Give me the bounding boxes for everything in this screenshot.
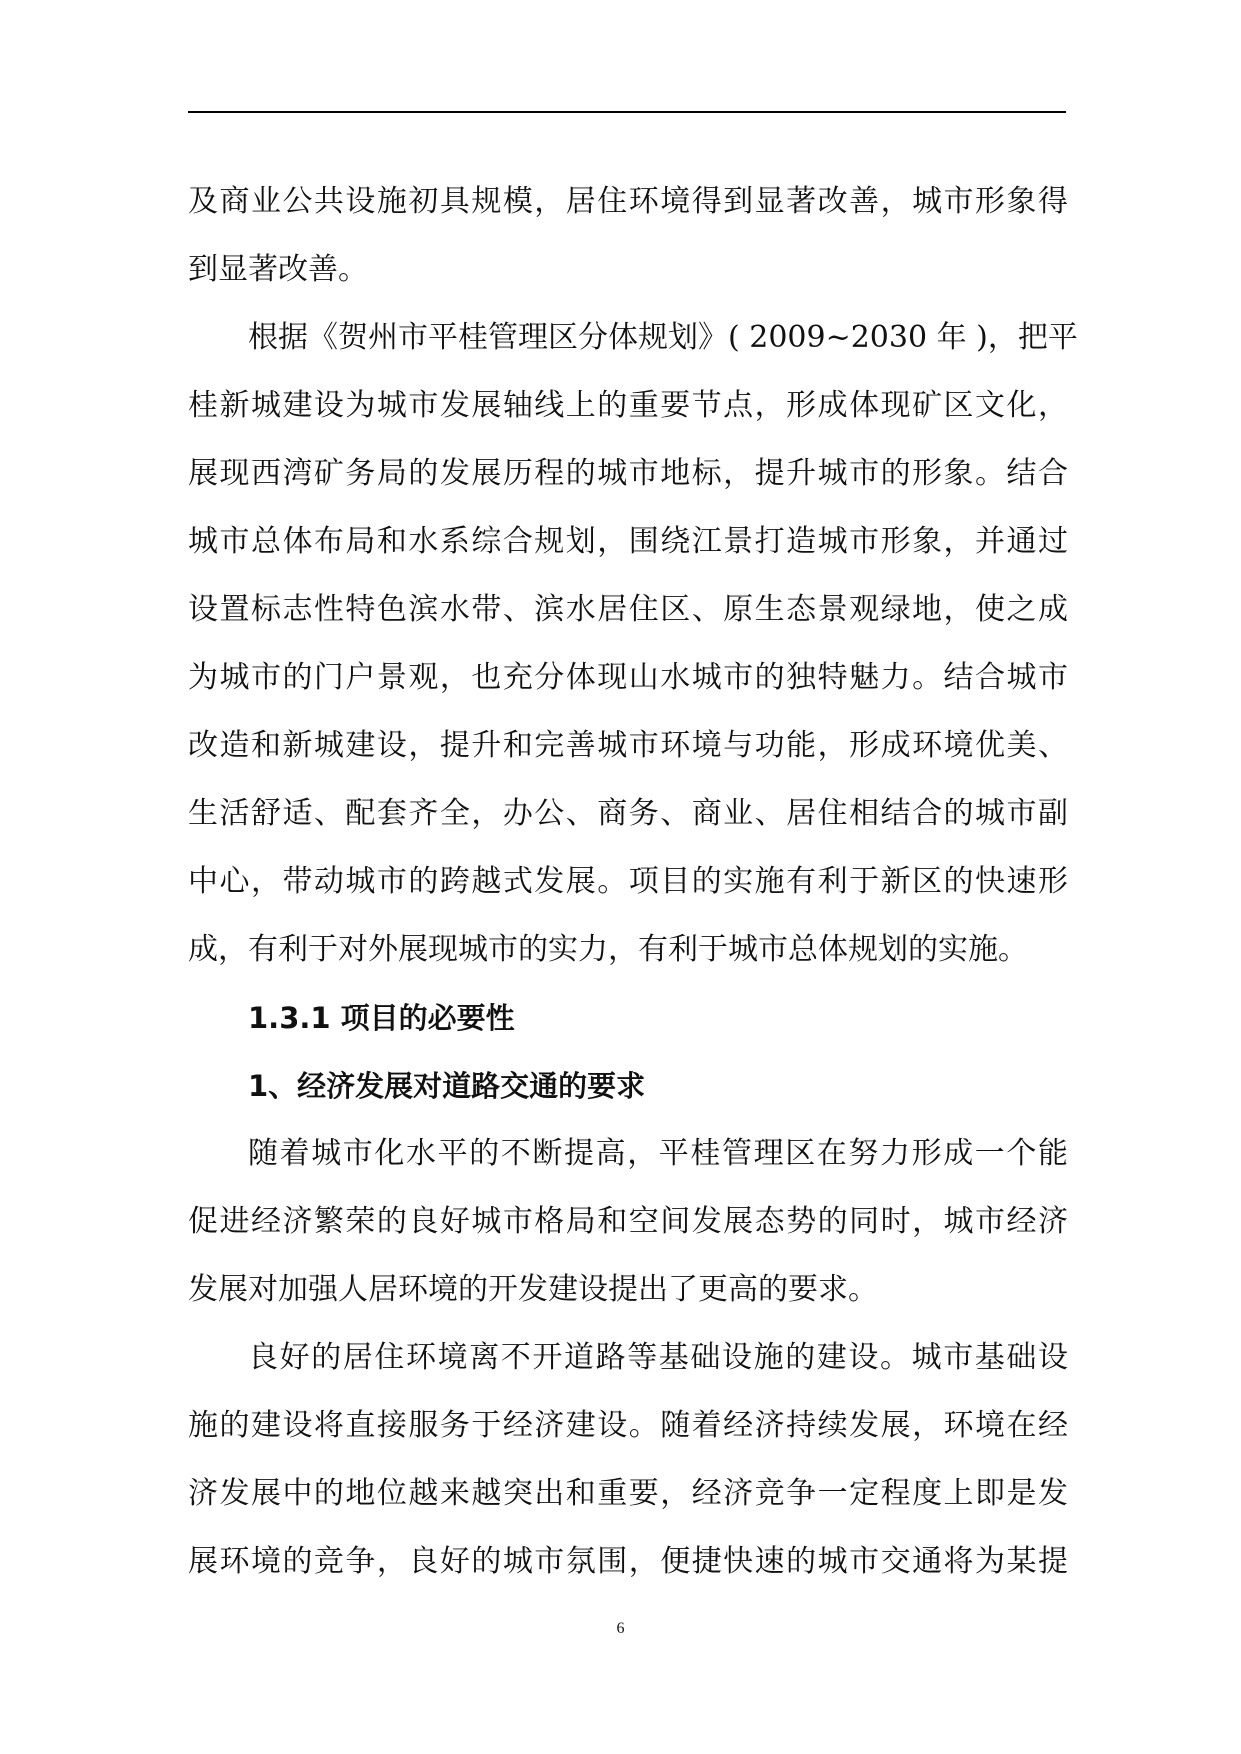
section-heading: 1.3.1 项目的必要性 bbox=[248, 1001, 515, 1035]
text-line: 展环境的竞争，良好的城市氛围，便捷快速的城市交通将为某提 bbox=[188, 1544, 1068, 1579]
text-line: 发展对加强人居环境的开发建设提出了更高的要求。 bbox=[188, 1272, 878, 1307]
text-line: 到显著改善。 bbox=[188, 252, 368, 287]
text-line: 济发展中的地位越来越突出和重要，经济竞争一定程度上即是发 bbox=[188, 1476, 1068, 1511]
text-line: 施的建设将直接服务于经济建设。随着经济持续发展，环境在经 bbox=[188, 1408, 1068, 1443]
paragraph-1 bbox=[188, 168, 1068, 304]
header-rule bbox=[188, 111, 1066, 113]
paragraph-2 bbox=[188, 304, 1078, 984]
subsection-heading: 1、经济发展对道路交通的要求 bbox=[248, 1069, 646, 1103]
text-line: 随着城市化水平的不断提高，平桂管理区在努力形成一个能 bbox=[248, 1136, 1068, 1171]
paragraph-4 bbox=[188, 1324, 1068, 1596]
text-line: 根据《贺州市平桂管理区分体规划》( 2009~2030 年 )，把平 bbox=[248, 320, 1078, 355]
text-line: 及商业公共设施初具规模，居住环境得到显著改善，城市形象得 bbox=[188, 184, 1068, 219]
text-line: 城市总体布局和水系综合规划，围绕江景打造城市形象，并通过 bbox=[188, 524, 1068, 559]
text-line: 设置标志性特色滨水带、滨水居住区、原生态景观绿地，使之成 bbox=[188, 592, 1068, 627]
text-line: 桂新城建设为城市发展轴线上的重要节点，形成体现矿区文化， bbox=[188, 388, 1068, 423]
text-line: 改造和新城建设，提升和完善城市环境与功能，形成环境优美、 bbox=[188, 728, 1068, 763]
document-body bbox=[188, 168, 1078, 1596]
text-line: 良好的居住环境离不开道路等基础设施的建设。城市基础设 bbox=[248, 1340, 1068, 1375]
paragraph-3 bbox=[188, 1120, 1068, 1324]
page-number: 6 bbox=[616, 1620, 625, 1637]
text-line: 中心，带动城市的跨越式发展。项目的实施有利于新区的快速形 bbox=[188, 864, 1068, 899]
text-line: 成，有利于对外展现城市的实力，有利于城市总体规划的实施。 bbox=[188, 932, 1028, 967]
text-line: 为城市的门户景观，也充分体现山水城市的独特魅力。结合城市 bbox=[188, 660, 1068, 695]
text-line: 促进经济繁荣的良好城市格局和空间发展态势的同时，城市经济 bbox=[188, 1204, 1068, 1239]
text-line: 展现西湾矿务局的发展历程的城市地标，提升城市的形象。结合 bbox=[188, 456, 1068, 491]
text-line: 生活舒适、配套齐全，办公、商务、商业、居住相结合的城市副 bbox=[188, 796, 1068, 831]
